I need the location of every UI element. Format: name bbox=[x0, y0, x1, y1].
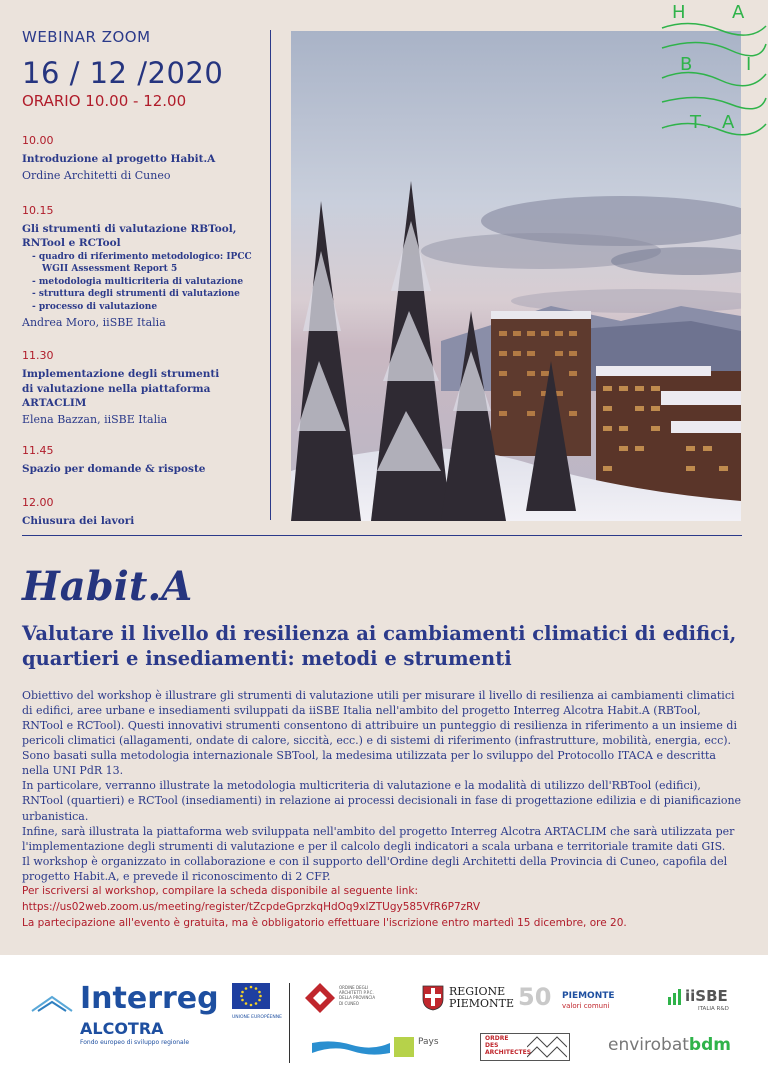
regione-line: PIEMONTE bbox=[449, 997, 515, 1011]
interreg-sub: ALCOTRA bbox=[80, 1019, 164, 1038]
registration-link[interactable]: https://us02web.zoom.us/meeting/register/tZcpdeGprzkqHdOq9xIZTUgy585VfR6P7zRV bbox=[22, 900, 481, 913]
ordre-line: DES bbox=[485, 1041, 499, 1049]
ordre-line: ORDRE bbox=[485, 1035, 509, 1042]
pays-logo bbox=[312, 1035, 442, 1063]
agenda-item bbox=[22, 204, 267, 329]
sponsor-footer bbox=[0, 955, 768, 1086]
interreg-name: Interreg bbox=[80, 981, 219, 1016]
event-date: 16 / 12 /2020 bbox=[22, 56, 224, 90]
registration-info bbox=[22, 884, 744, 931]
webinar-label: WEBINAR ZOOM bbox=[22, 28, 151, 46]
agenda-subitem: WGII Assessment Report 5 bbox=[42, 264, 178, 275]
logo-letter: B bbox=[680, 54, 693, 75]
agenda-item bbox=[22, 496, 267, 528]
eu-flag-icon bbox=[232, 983, 270, 1009]
footer-divider bbox=[289, 983, 290, 1063]
agenda-speaker: Elena Bazzan, iiSBE Italia bbox=[22, 413, 168, 426]
piemonte-50-sub: valori comuni bbox=[562, 1002, 610, 1010]
regione-shield-icon bbox=[422, 985, 444, 1011]
ordre-line: ARCHITECTES bbox=[485, 1048, 532, 1056]
ordine-line: DI CUNEO bbox=[339, 1000, 359, 1006]
agenda-time: 12.00 bbox=[22, 496, 54, 510]
agenda-title: Chiusura dei lavori bbox=[22, 515, 135, 528]
agenda-subitem: - struttura degli strumenti di valutazione bbox=[32, 289, 240, 300]
piemonte-50-number: 50 bbox=[518, 983, 552, 1011]
description-paragraph: Il workshop è organizzato in collaborazione e con il supporto dell'Ordine degli Architetti della Provincia di Cuneo, capofila del progetto Habit.A, e prevede il riconoscimento di 2 CFP. bbox=[22, 854, 728, 883]
event-time: ORARIO 10.00 - 12.00 bbox=[22, 92, 187, 110]
agenda-item bbox=[22, 349, 267, 426]
interreg-logo bbox=[30, 983, 230, 1053]
mountain-icon bbox=[30, 993, 74, 1013]
agenda-title: Spazio per domande & risposte bbox=[22, 463, 206, 475]
logo-letter: H bbox=[672, 2, 686, 23]
piemonte-50-logo bbox=[518, 985, 618, 1015]
agenda-time: 11.45 bbox=[22, 444, 54, 457]
logo-letter: A bbox=[722, 112, 735, 133]
iisbe-bars-icon bbox=[668, 989, 682, 1005]
pays-label: Pays bbox=[418, 1037, 439, 1047]
registration-intro: Per iscriversi al workshop, compilare la scheda disponibile al seguente link: bbox=[22, 885, 418, 897]
agenda-title: Gli strumenti di valutazione RBTool, RNTool e RCTool bbox=[22, 223, 237, 250]
pays-wave-icon bbox=[312, 1039, 390, 1057]
ordine-line: DELLA PROVINCIA bbox=[339, 995, 376, 1001]
regione-line: REGIONE bbox=[449, 985, 506, 998]
logo-letter: T bbox=[690, 112, 701, 133]
agenda-item bbox=[22, 134, 267, 182]
agenda-time: 11.30 bbox=[22, 349, 54, 363]
agenda-time: 10.00 bbox=[22, 134, 54, 147]
agenda-title: Introduzione al progetto Habit.A bbox=[22, 153, 216, 165]
agenda-item bbox=[22, 444, 267, 476]
envirobat-logo bbox=[608, 1035, 748, 1063]
pays-square-icon bbox=[394, 1037, 414, 1057]
regione-piemonte-logo bbox=[422, 985, 515, 1015]
ordine-line: ARCHITETTI P.P.C. bbox=[339, 990, 374, 996]
description-paragraph: In particolare, verranno illustrate la metodologia multicriteria di valutazione e la modalità di utilizzo dell'RBTool (edifici), RNTool (quartieri) e RCTool (insediamenti) in relazione ai processi decisionali in fase di progettazione edilizia e di pianificazione urbanistica. bbox=[22, 779, 742, 823]
registration-note: La partecipazione all'evento è gratuita, ma è obbligatorio effettuare l'iscrizione entro martedì 15 dicembre, ore 20. bbox=[22, 916, 627, 929]
project-subtitle: Valutare il livello di resilienza ai cambiamenti climatici di edifici, quartieri e insediamenti: metodi e strumenti bbox=[22, 622, 737, 671]
eu-logo bbox=[232, 983, 282, 1033]
agenda-title: Implementazione degli strumenti di valutazione nella piattaforma ARTACLIM bbox=[22, 368, 220, 409]
event-header bbox=[22, 28, 262, 110]
description-paragraph: Infine, sarà illustrata la piattaforma web sviluppata nell'ambito del progetto Interreg Alcotra ARTACLIM che sarà utilizzata per l'implementazione degli strumenti di valutazione e per il calcolo degli indicatori a scala urbana e territoriale tramite dati GIS. bbox=[22, 824, 735, 853]
agenda-subitem: - metodologia multicriteria di valutazione bbox=[32, 276, 244, 287]
piemonte-50-title: PIEMONTE bbox=[562, 991, 615, 1001]
iisbe-sub: ITALIA R&D bbox=[698, 1006, 729, 1012]
agenda-speaker: Ordine Architetti di Cuneo bbox=[22, 169, 171, 183]
horizontal-divider bbox=[22, 535, 742, 536]
iisbe-logo bbox=[668, 987, 738, 1017]
interreg-tagline: Fondo europeo di sviluppo regionale bbox=[80, 1039, 190, 1046]
workshop-description bbox=[22, 688, 744, 884]
agenda-subitem: - quadro di riferimento metodologico: IPCC bbox=[32, 251, 252, 262]
habita-logo bbox=[660, 0, 768, 140]
vertical-divider bbox=[270, 30, 271, 520]
agenda-time: 10.15 bbox=[22, 204, 54, 218]
project-title: Habit.A bbox=[22, 563, 193, 610]
ordre-pattern-icon bbox=[527, 1035, 567, 1059]
ordine-diamond-icon bbox=[305, 983, 335, 1013]
envirobat-name: envirobat bbox=[608, 1035, 689, 1055]
logo-letter: I bbox=[746, 54, 752, 75]
agenda-subitem: - processo di valutazione bbox=[32, 301, 158, 312]
envirobat-suffix: bdm bbox=[688, 1035, 731, 1055]
ordre-architectes-logo bbox=[480, 1033, 570, 1061]
ordine-cuneo-logo bbox=[305, 983, 385, 1023]
description-paragraph: Obiettivo del workshop è illustrare gli strumenti di valutazione utili per misurare il livello di resilienza ai cambiamenti climatici di edifici, aree urbane e insediamenti sviluppati da iiSBE Italia nell'ambito del progetto Interreg Alcotra Habit.A (RBTool, RNTool e RCTool). Questi innovativi strumenti consentono di attribuire un punteggio di resilienza in riferimento a un insieme di pericoli climatici (allagamenti, ondate di calore, siccità, ecc.) e di sistemi di riferimento (infrastrutture, mobilità, energia, ecc). Sono basati sulla metodologia internazionale SBTool, la medesima utilizzata per lo sviluppo del Protocollo ITACA e descritta nella UNI PdR 13. bbox=[22, 689, 737, 778]
logo-letter: . bbox=[706, 112, 712, 133]
agenda bbox=[22, 134, 267, 540]
ordine-line: ORDINE DEGLI bbox=[339, 985, 369, 990]
logo-letter: A bbox=[732, 2, 745, 23]
agenda-speaker: Andrea Moro, iiSBE Italia bbox=[22, 316, 166, 330]
eu-label: UNIONE EUROPÉENNE bbox=[232, 1015, 282, 1020]
iisbe-name: iiSBE bbox=[685, 987, 728, 1005]
